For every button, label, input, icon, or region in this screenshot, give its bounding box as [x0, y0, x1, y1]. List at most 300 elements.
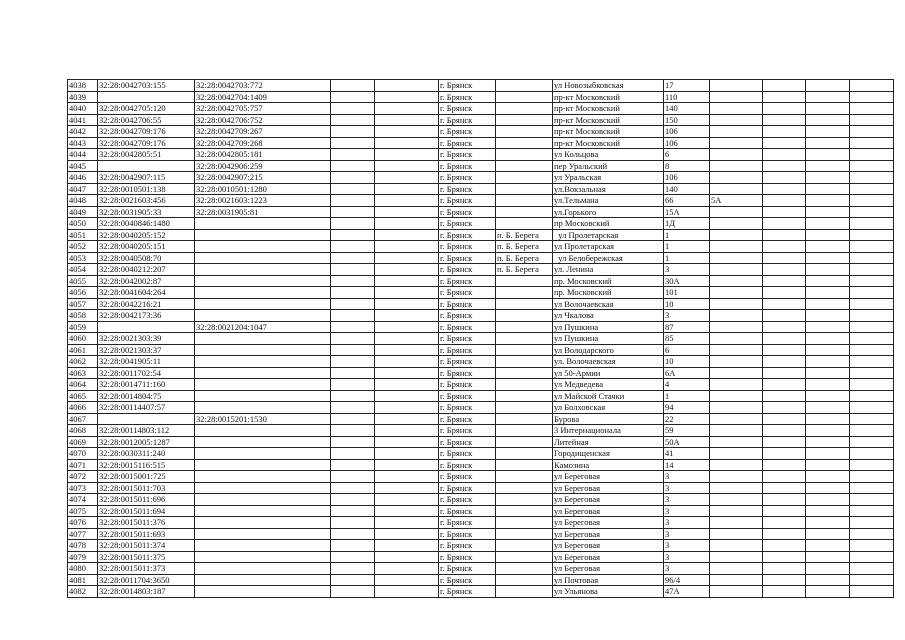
empty-col-4-cell — [331, 459, 375, 471]
house-number-cell: 47А — [664, 586, 710, 598]
settlement-cell — [496, 80, 553, 92]
col-12-cell — [806, 172, 850, 184]
table-row — [68, 241, 894, 253]
empty-col-4-cell — [331, 436, 375, 448]
col-11-cell — [763, 448, 806, 460]
col-12-cell — [806, 229, 850, 241]
empty-col-5-cell — [375, 367, 439, 379]
empty-col-4-cell — [331, 494, 375, 506]
building-cell — [710, 114, 763, 126]
empty-col-5-cell — [375, 482, 439, 494]
settlement-cell — [496, 540, 553, 552]
col-13-cell — [850, 413, 894, 425]
settlement-cell — [496, 310, 553, 322]
old-cadastral-number-cell — [98, 160, 195, 172]
col-12-cell — [806, 80, 850, 92]
col-11-cell — [763, 229, 806, 241]
house-number-cell: 15А — [664, 206, 710, 218]
city-cell: г. Брянск — [439, 310, 496, 322]
street-cell: ул Болховская — [553, 402, 664, 414]
col-12-cell — [806, 298, 850, 310]
row-number-cell: 4069 — [68, 436, 98, 448]
table-row — [68, 264, 894, 276]
city-cell: г. Брянск — [439, 114, 496, 126]
building-cell — [710, 321, 763, 333]
old-cadastral-number-cell: 32:28:0015011:694 — [98, 505, 195, 517]
building-cell — [710, 206, 763, 218]
house-number-cell: 1 — [664, 252, 710, 264]
table-row — [68, 195, 894, 207]
building-cell — [710, 471, 763, 483]
col-11-cell — [763, 344, 806, 356]
table-row — [68, 551, 894, 563]
street-cell: ул Медведева — [553, 379, 664, 391]
street-cell: пр Московский — [553, 218, 664, 230]
empty-col-4-cell — [331, 229, 375, 241]
col-12-cell — [806, 218, 850, 230]
empty-col-4-cell — [331, 344, 375, 356]
row-number-cell: 4044 — [68, 149, 98, 161]
row-number-cell: 4038 — [68, 80, 98, 92]
cadastral-number-cell — [195, 264, 331, 276]
col-13-cell — [850, 436, 894, 448]
house-number-cell: 10 — [664, 356, 710, 368]
table-row — [68, 172, 894, 184]
settlement-cell: п. Б. Берега — [496, 264, 553, 276]
building-cell — [710, 287, 763, 299]
empty-col-4-cell — [331, 333, 375, 345]
empty-col-4-cell — [331, 137, 375, 149]
empty-col-5-cell — [375, 586, 439, 598]
col-12-cell — [806, 344, 850, 356]
table-row — [68, 298, 894, 310]
house-number-cell: 3 — [664, 494, 710, 506]
col-13-cell — [850, 195, 894, 207]
row-number-cell: 4074 — [68, 494, 98, 506]
house-number-cell: 1 — [664, 390, 710, 402]
col-12-cell — [806, 448, 850, 460]
empty-col-4-cell — [331, 149, 375, 161]
row-number-cell: 4041 — [68, 114, 98, 126]
empty-col-4-cell — [331, 448, 375, 460]
row-number-cell: 4072 — [68, 471, 98, 483]
settlement-cell — [496, 298, 553, 310]
col-11-cell — [763, 425, 806, 437]
col-13-cell — [850, 574, 894, 586]
house-number-cell: 3 — [664, 310, 710, 322]
empty-col-5-cell — [375, 321, 439, 333]
row-number-cell: 4053 — [68, 252, 98, 264]
settlement-cell — [496, 195, 553, 207]
street-cell: пр-кт Московский — [553, 103, 664, 115]
settlement-cell — [496, 103, 553, 115]
building-cell — [710, 80, 763, 92]
settlement-cell — [496, 172, 553, 184]
empty-col-5-cell — [375, 80, 439, 92]
cadastral-number-cell: 32:28:0031905:81 — [195, 206, 331, 218]
row-number-cell: 4064 — [68, 379, 98, 391]
cadastral-number-cell — [195, 218, 331, 230]
col-11-cell — [763, 137, 806, 149]
table-row — [68, 114, 894, 126]
table-row — [68, 459, 894, 471]
settlement-cell — [496, 149, 553, 161]
city-cell: г. Брянск — [439, 252, 496, 264]
col-11-cell — [763, 471, 806, 483]
col-13-cell — [850, 264, 894, 276]
city-cell: г. Брянск — [439, 195, 496, 207]
old-cadastral-number-cell: 32:28:0042907:115 — [98, 172, 195, 184]
building-cell — [710, 517, 763, 529]
house-number-cell: 110 — [664, 91, 710, 103]
cadastral-number-cell — [195, 540, 331, 552]
col-11-cell — [763, 80, 806, 92]
house-number-cell: 101 — [664, 287, 710, 299]
col-11-cell — [763, 321, 806, 333]
table-row — [68, 425, 894, 437]
cadastral-number-cell — [195, 528, 331, 540]
table-row — [68, 321, 894, 333]
city-cell: г. Брянск — [439, 149, 496, 161]
city-cell: г. Брянск — [439, 448, 496, 460]
col-11-cell — [763, 275, 806, 287]
cadastral-number-cell — [195, 333, 331, 345]
table-row — [68, 390, 894, 402]
building-cell — [710, 298, 763, 310]
address-register-table — [67, 79, 894, 598]
building-cell — [710, 229, 763, 241]
settlement-cell — [496, 574, 553, 586]
street-cell: пр-кт Московский — [553, 137, 664, 149]
street-cell: пр-кт Московский — [553, 114, 664, 126]
empty-col-5-cell — [375, 183, 439, 195]
table-row — [68, 160, 894, 172]
row-number-cell: 4047 — [68, 183, 98, 195]
old-cadastral-number-cell: 32:28:0015011:374 — [98, 540, 195, 552]
old-cadastral-number-cell: 32:28:0040508:70 — [98, 252, 195, 264]
cadastral-number-cell — [195, 448, 331, 460]
cadastral-number-cell — [195, 298, 331, 310]
table-row — [68, 448, 894, 460]
building-cell — [710, 241, 763, 253]
col-13-cell — [850, 137, 894, 149]
empty-col-5-cell — [375, 149, 439, 161]
house-number-cell: 1 — [664, 241, 710, 253]
street-cell: ул Чкалова — [553, 310, 664, 322]
settlement-cell — [496, 586, 553, 598]
col-12-cell — [806, 390, 850, 402]
city-cell: г. Брянск — [439, 264, 496, 276]
building-cell — [710, 344, 763, 356]
settlement-cell — [496, 183, 553, 195]
empty-col-4-cell — [331, 287, 375, 299]
col-13-cell — [850, 275, 894, 287]
row-number-cell: 4078 — [68, 540, 98, 552]
empty-col-4-cell — [331, 390, 375, 402]
old-cadastral-number-cell: 32:28:0030311:240 — [98, 448, 195, 460]
empty-col-4-cell — [331, 114, 375, 126]
table-row — [68, 402, 894, 414]
row-number-cell: 4056 — [68, 287, 98, 299]
city-cell: г. Брянск — [439, 390, 496, 402]
empty-col-5-cell — [375, 241, 439, 253]
cadastral-number-cell: 32:28:0042907:215 — [195, 172, 331, 184]
building-cell — [710, 448, 763, 460]
old-cadastral-number-cell: 32:28:0042173:36 — [98, 310, 195, 322]
empty-col-4-cell — [331, 275, 375, 287]
building-cell — [710, 505, 763, 517]
house-number-cell: 3 — [664, 540, 710, 552]
building-cell — [710, 356, 763, 368]
col-11-cell — [763, 528, 806, 540]
settlement-cell — [496, 563, 553, 575]
city-cell: г. Брянск — [439, 413, 496, 425]
empty-col-5-cell — [375, 114, 439, 126]
settlement-cell — [496, 471, 553, 483]
building-cell — [710, 367, 763, 379]
col-11-cell — [763, 367, 806, 379]
empty-col-5-cell — [375, 91, 439, 103]
building-cell — [710, 459, 763, 471]
empty-col-4-cell — [331, 540, 375, 552]
city-cell: г. Брянск — [439, 160, 496, 172]
city-cell: г. Брянск — [439, 333, 496, 345]
settlement-cell — [496, 482, 553, 494]
col-13-cell — [850, 310, 894, 322]
settlement-cell — [496, 91, 553, 103]
city-cell: г. Брянск — [439, 367, 496, 379]
old-cadastral-number-cell: 32:28:0041604:264 — [98, 287, 195, 299]
col-12-cell — [806, 540, 850, 552]
col-13-cell — [850, 402, 894, 414]
col-13-cell — [850, 183, 894, 195]
row-number-cell: 4055 — [68, 275, 98, 287]
street-cell: ул Береговая — [553, 471, 664, 483]
col-12-cell — [806, 482, 850, 494]
old-cadastral-number-cell: 32:28:0042703:155 — [98, 80, 195, 92]
row-number-cell: 4070 — [68, 448, 98, 460]
street-cell: пр-кт Московский — [553, 91, 664, 103]
old-cadastral-number-cell: 32:28:0040846:1480 — [98, 218, 195, 230]
building-cell — [710, 103, 763, 115]
col-13-cell — [850, 114, 894, 126]
street-cell: Бурова — [553, 413, 664, 425]
cadastral-number-cell: 32:28:0042704:1409 — [195, 91, 331, 103]
row-number-cell: 4057 — [68, 298, 98, 310]
col-13-cell — [850, 379, 894, 391]
col-13-cell — [850, 540, 894, 552]
city-cell: г. Брянск — [439, 80, 496, 92]
table-row — [68, 183, 894, 195]
col-12-cell — [806, 310, 850, 322]
table-row — [68, 505, 894, 517]
col-11-cell — [763, 298, 806, 310]
city-cell: г. Брянск — [439, 321, 496, 333]
settlement-cell — [496, 206, 553, 218]
settlement-cell — [496, 425, 553, 437]
col-12-cell — [806, 402, 850, 414]
col-12-cell — [806, 563, 850, 575]
old-cadastral-number-cell: 32:28:0015011:696 — [98, 494, 195, 506]
col-11-cell — [763, 218, 806, 230]
house-number-cell: 22 — [664, 413, 710, 425]
col-11-cell — [763, 459, 806, 471]
col-13-cell — [850, 471, 894, 483]
empty-col-5-cell — [375, 229, 439, 241]
street-cell: ул Береговая — [553, 528, 664, 540]
cadastral-number-cell: 32:28:0015201:1530 — [195, 413, 331, 425]
col-13-cell — [850, 482, 894, 494]
building-cell — [710, 402, 763, 414]
house-number-cell: 140 — [664, 183, 710, 195]
house-number-cell: 3 — [664, 517, 710, 529]
col-11-cell — [763, 402, 806, 414]
cadastral-number-cell — [195, 505, 331, 517]
old-cadastral-number-cell: 32:28:0042805:51 — [98, 149, 195, 161]
empty-col-5-cell — [375, 195, 439, 207]
old-cadastral-number-cell: 32:28:0015011:375 — [98, 551, 195, 563]
row-number-cell: 4071 — [68, 459, 98, 471]
table-body — [68, 80, 894, 598]
cadastral-number-cell — [195, 436, 331, 448]
empty-col-5-cell — [375, 459, 439, 471]
city-cell: г. Брянск — [439, 402, 496, 414]
old-cadastral-number-cell: 32:28:0042709:176 — [98, 137, 195, 149]
empty-col-5-cell — [375, 252, 439, 264]
old-cadastral-number-cell: 32:28:0015116:515 — [98, 459, 195, 471]
col-11-cell — [763, 586, 806, 598]
row-number-cell: 4043 — [68, 137, 98, 149]
building-cell — [710, 436, 763, 448]
col-11-cell — [763, 390, 806, 402]
settlement-cell: п. Б. Берега — [496, 241, 553, 253]
col-11-cell — [763, 356, 806, 368]
col-13-cell — [850, 126, 894, 138]
table-row — [68, 287, 894, 299]
empty-col-5-cell — [375, 413, 439, 425]
street-cell: ул Береговая — [553, 517, 664, 529]
empty-col-5-cell — [375, 333, 439, 345]
empty-col-5-cell — [375, 172, 439, 184]
cadastral-number-cell — [195, 586, 331, 598]
table-row — [68, 471, 894, 483]
row-number-cell: 4067 — [68, 413, 98, 425]
empty-col-5-cell — [375, 448, 439, 460]
col-12-cell — [806, 241, 850, 253]
city-cell: г. Брянск — [439, 459, 496, 471]
settlement-cell — [496, 114, 553, 126]
row-number-cell: 4059 — [68, 321, 98, 333]
empty-col-4-cell — [331, 574, 375, 586]
cadastral-number-cell — [195, 241, 331, 253]
empty-col-4-cell — [331, 206, 375, 218]
house-number-cell: 106 — [664, 172, 710, 184]
old-cadastral-number-cell: 32:28:0014803:187 — [98, 586, 195, 598]
settlement-cell: п. Б. Берега — [496, 229, 553, 241]
old-cadastral-number-cell: 32:28:0042002:87 — [98, 275, 195, 287]
old-cadastral-number-cell: 32:28:0015011:376 — [98, 517, 195, 529]
street-cell: ул Волочаевская — [553, 298, 664, 310]
cadastral-number-cell — [195, 310, 331, 322]
empty-col-4-cell — [331, 103, 375, 115]
col-13-cell — [850, 551, 894, 563]
building-cell — [710, 264, 763, 276]
empty-col-4-cell — [331, 264, 375, 276]
city-cell: г. Брянск — [439, 540, 496, 552]
row-number-cell: 4076 — [68, 517, 98, 529]
cadastral-number-cell: 32:28:0042805:181 — [195, 149, 331, 161]
col-13-cell — [850, 321, 894, 333]
house-number-cell: 8 — [664, 160, 710, 172]
row-number-cell: 4045 — [68, 160, 98, 172]
city-cell: г. Брянск — [439, 586, 496, 598]
col-12-cell — [806, 195, 850, 207]
col-13-cell — [850, 91, 894, 103]
empty-col-4-cell — [331, 402, 375, 414]
street-cell: ул Пролетарская — [553, 229, 664, 241]
street-cell: пер Уральский — [553, 160, 664, 172]
cadastral-number-cell — [195, 344, 331, 356]
empty-col-5-cell — [375, 563, 439, 575]
col-13-cell — [850, 344, 894, 356]
table-row — [68, 310, 894, 322]
col-12-cell — [806, 379, 850, 391]
street-cell: ул Майской Стачки — [553, 390, 664, 402]
street-cell: ул Пушкина — [553, 321, 664, 333]
col-13-cell — [850, 103, 894, 115]
street-cell: ул Ульянова — [553, 586, 664, 598]
street-cell: ул Уральская — [553, 172, 664, 184]
city-cell: г. Брянск — [439, 436, 496, 448]
empty-col-4-cell — [331, 91, 375, 103]
old-cadastral-number-cell: 32:28:0031905:33 — [98, 206, 195, 218]
col-13-cell — [850, 80, 894, 92]
empty-col-4-cell — [331, 367, 375, 379]
city-cell: г. Брянск — [439, 298, 496, 310]
row-number-cell: 4054 — [68, 264, 98, 276]
old-cadastral-number-cell: 32:28:0040205:151 — [98, 241, 195, 253]
col-13-cell — [850, 149, 894, 161]
settlement-cell — [496, 367, 553, 379]
col-12-cell — [806, 551, 850, 563]
street-cell: ул Белобережская — [553, 252, 664, 264]
table-row — [68, 126, 894, 138]
cadastral-number-cell — [195, 563, 331, 575]
col-11-cell — [763, 494, 806, 506]
house-number-cell: 140 — [664, 103, 710, 115]
table-row — [68, 91, 894, 103]
settlement-cell — [496, 333, 553, 345]
building-cell — [710, 126, 763, 138]
street-cell: ул Береговая — [553, 563, 664, 575]
old-cadastral-number-cell: 32:28:0015011:703 — [98, 482, 195, 494]
city-cell: г. Брянск — [439, 206, 496, 218]
house-number-cell: 4 — [664, 379, 710, 391]
house-number-cell: 3 — [664, 482, 710, 494]
house-number-cell: 59 — [664, 425, 710, 437]
house-number-cell: 3 — [664, 551, 710, 563]
house-number-cell: 150 — [664, 114, 710, 126]
col-11-cell — [763, 195, 806, 207]
building-cell — [710, 172, 763, 184]
settlement-cell — [496, 287, 553, 299]
building-cell: 5А — [710, 195, 763, 207]
row-number-cell: 4063 — [68, 367, 98, 379]
street-cell: ул.Вокзальная — [553, 183, 664, 195]
table-row — [68, 344, 894, 356]
col-13-cell — [850, 172, 894, 184]
col-11-cell — [763, 264, 806, 276]
